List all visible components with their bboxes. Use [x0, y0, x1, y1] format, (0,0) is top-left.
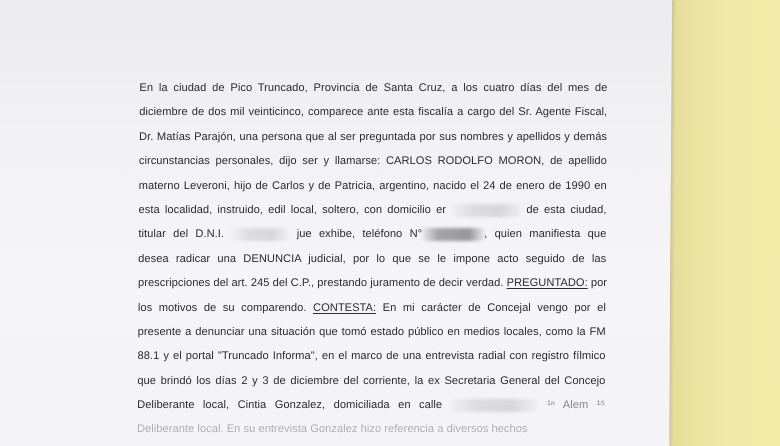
line-text: circunstancias personales, dijo ser y llamarse: CARLOS RODOLFO MORON, de apellido — [138, 155, 607, 168]
line-text: jue exhibe, teléfono N° — [296, 228, 423, 241]
line-text: de esta ciudad, — [526, 203, 607, 216]
document-line — [138, 198, 606, 222]
document-line — [139, 174, 607, 198]
document-line — [138, 271, 606, 295]
document-line — [137, 369, 605, 393]
underlined-heading: CONTESTA: — [312, 301, 377, 314]
document-line — [139, 76, 607, 100]
line-text: ¹ⁿ Alem ¹⁵ — [547, 399, 606, 412]
document-body — [137, 76, 608, 442]
line-text: Dr. Matías Parajón, una persona que al ser preguntada por sus nombres y apellidos y demás — [139, 130, 608, 143]
redacted-phone — [422, 228, 484, 241]
underlined-heading: PREGUNTADO: — [506, 277, 588, 290]
line-text: desea radicar una DENUNCIA judicial, por lo que se le impone acto seguido de las — [138, 252, 607, 265]
document-line — [139, 100, 607, 124]
line-text: 88.1 y el portal "Truncado Informa", en el marco de una entrevista radial con registro fílmico — [137, 350, 606, 363]
document-line — [139, 149, 607, 173]
line-text: Deliberante local. En su entrevista Gonzalez hizo referencia a diversos hechos — [136, 423, 528, 436]
document-line — [138, 296, 606, 320]
document-line — [138, 247, 606, 271]
document-line — [138, 320, 606, 344]
line-text: los motivos de su comparendo. — [137, 301, 314, 314]
yellow-folder-edge — [670, 0, 780, 446]
line-text: titular del D.N.I. — [138, 228, 225, 241]
line-text: materno Leveroni, hijo de Carlos y de Patricia, argentino, nacido el 24 de enero de 1990 en — [138, 179, 607, 192]
redacted-street — [451, 399, 539, 412]
line-text: En mi carácter de Concejal vengo por el — [376, 301, 606, 314]
line-text: presente a denunciar una situación que tomó estado público en medios locales, como la FM — [137, 325, 606, 338]
line-text: diciembre de dos mil veinticinco, comparece ante esta fiscalía a cargo del Sr. Agente Fiscal, — [139, 106, 608, 119]
document-line — [137, 417, 605, 441]
line-text: En la ciudad de Pico Truncado, Provincia de Santa Cruz, a los cuatro días del mes de — [139, 82, 608, 94]
line-text: que brindó los días 2 y 3 de diciembre del corriente, la ex Secretaria General del Concejo — [137, 374, 606, 387]
line-text: por — [587, 277, 608, 290]
line-text: , quien manifiesta que — [484, 228, 607, 241]
line-text: prescripciones del art. 245 del C.P., prestando juramento de decir verdad. — [137, 277, 507, 290]
redacted-dni — [231, 228, 289, 241]
line-text: Deliberante local, Cintia Gonzalez, domiciliada en calle — [137, 399, 443, 412]
document-line — [138, 222, 606, 246]
document-line — [139, 125, 607, 149]
document-line — [137, 344, 605, 368]
line-text: esta localidad, instruido, edil local, soltero, con domicilio er — [138, 203, 447, 216]
document-line — [137, 393, 605, 417]
redacted-address — [451, 204, 521, 217]
